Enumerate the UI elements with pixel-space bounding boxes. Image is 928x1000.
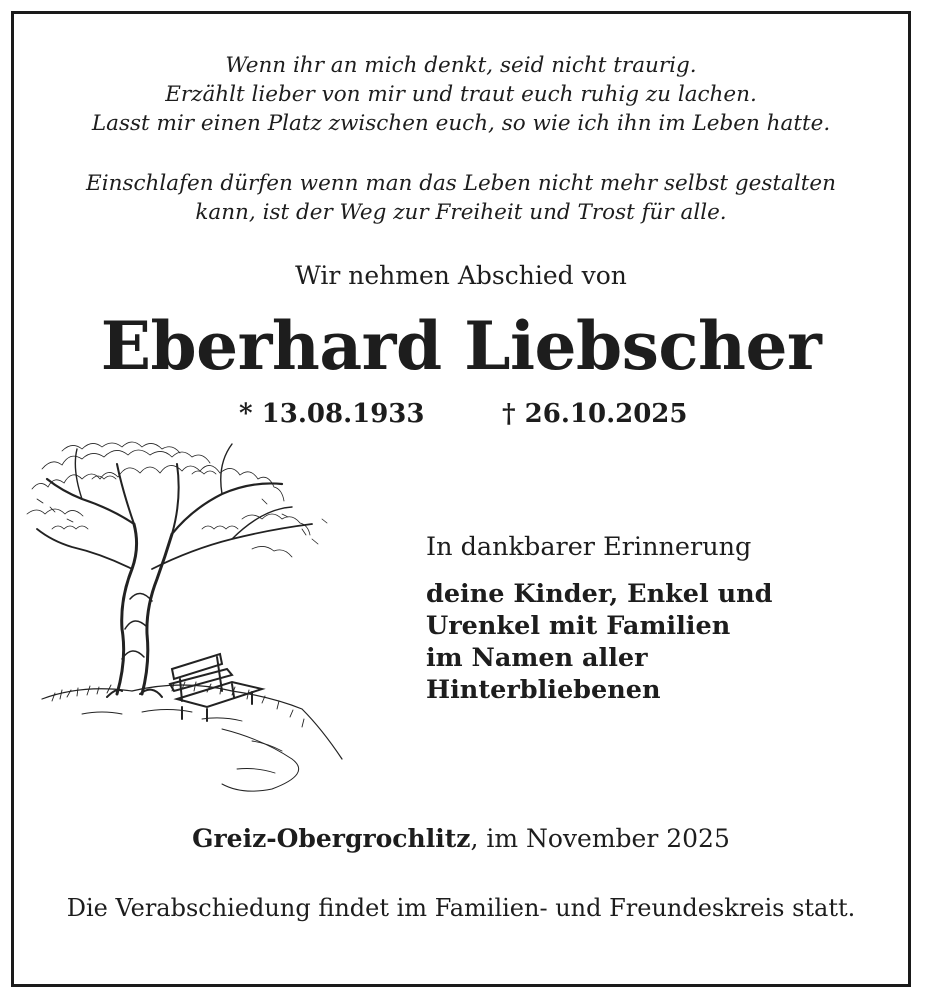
memory-heading: In dankbarer Erinnerung [426,532,752,562]
poem-line: kann, ist der Weg zur Freiheit und Trost für alle. [195,200,727,225]
poem-line: Erzählt lieber von mir und traut euch ruhig zu lachen. [165,82,757,107]
announcement-date: , im November 2025 [470,824,730,853]
family-line: im Namen aller [426,643,648,673]
farewell-note: Die Verabschiedung findet im Familien- und Freundeskreis statt. [66,894,856,922]
death-date: † 26.10.2025 [502,399,688,429]
poem-line: Lasst mir einen Platz zwischen euch, so wie ich ihn im Leben hatte. [91,111,831,136]
family-line: Urenkel mit Familien [426,611,731,641]
birth-date: * 13.08.1933 [239,399,425,429]
farewell-intro: Wir nehmen Abschied von [295,261,627,290]
deceased-name: Eberhard Liebscher [100,307,822,385]
poem-line: Wenn ihr an mich denkt, seid nicht traurig. [225,53,697,78]
town-name: Greiz-Obergrochlitz [192,824,471,853]
poem-line: Einschlafen dürfen wenn man das Leben nicht mehr selbst gestalten [86,171,836,196]
obituary-frame [11,11,911,987]
family-line: Hinterbliebenen [426,675,661,705]
place-and-date [14,824,908,853]
tree-with-bench-drawing [22,429,352,804]
family-line: deine Kinder, Enkel und [426,579,773,609]
